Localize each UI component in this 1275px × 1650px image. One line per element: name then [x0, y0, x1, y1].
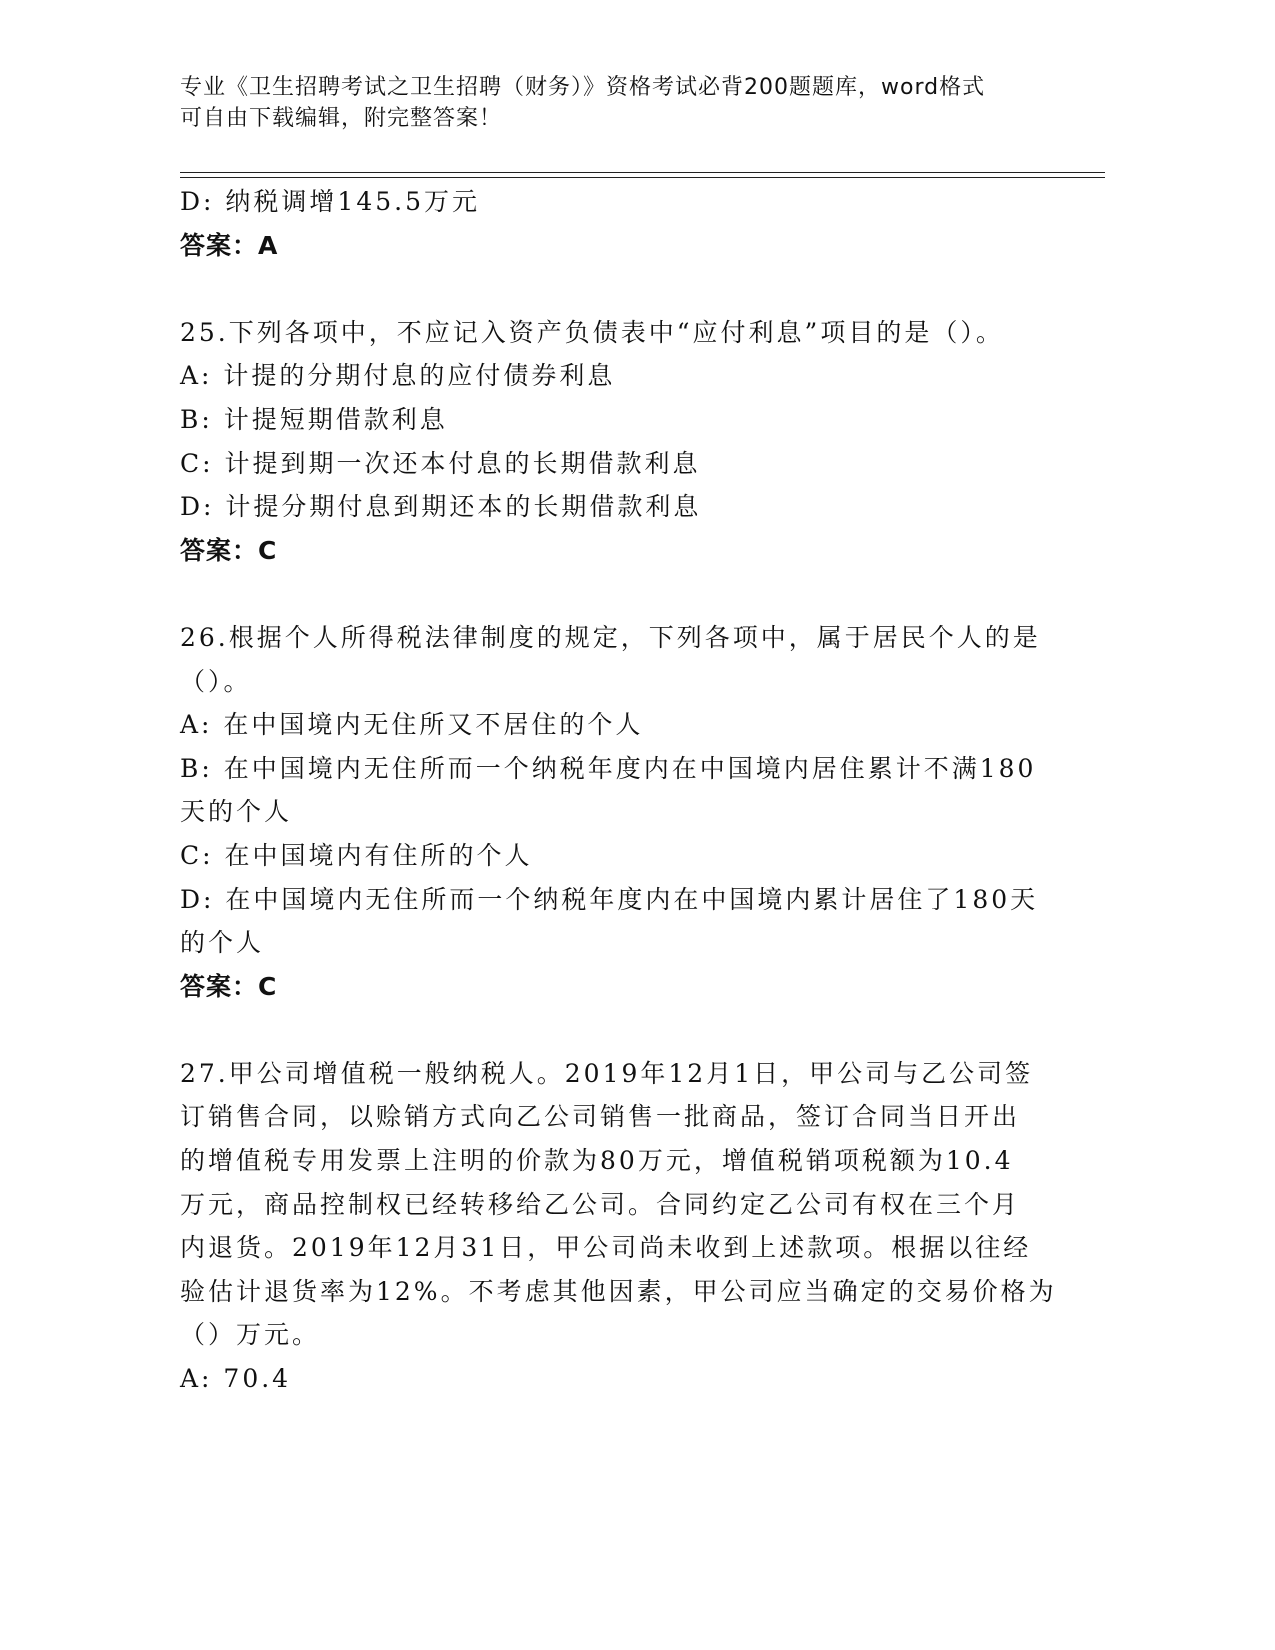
- question-25-answer: 答案：C: [180, 535, 278, 565]
- question-content: [180, 180, 1057, 1401]
- question-25-option-a: A: 计提的分期付息的应付债券利息: [180, 361, 616, 391]
- spacer: [180, 572, 1040, 616]
- question-25-option-b: B: 计提短期借款利息: [180, 404, 448, 434]
- question-27-stem-line-3: 的增值税专用发票上注明的价款为80万元，增值税销项税额为10.4: [180, 1146, 1014, 1176]
- question-26-option-d-line-2: 的个人: [180, 928, 265, 958]
- question-27-stem-line-1: 27.甲公司增值税一般纳税人。2019年12月1日，甲公司与乙公司签: [180, 1058, 1034, 1088]
- question-27-stem-line-5: 内退货。2019年12月31日，甲公司尚未收到上述款项。根据以往经: [180, 1233, 1032, 1263]
- prev-question-option-d: D: 纳税调增145.5万元: [180, 187, 480, 216]
- question-26-answer: 答案：C: [180, 971, 278, 1001]
- question-25-option-d: D: 计提分期付息到期还本的长期借款利息: [180, 492, 702, 522]
- question-26-option-d-line-1: D: 在中国境内无住所而一个纳税年度内在中国境内累计居住了180天: [180, 884, 1039, 914]
- header-title-line-2: 可自由下载编辑，附完整答案！: [180, 106, 503, 131]
- document-header: [180, 72, 1060, 134]
- question-26-option-a: A: 在中国境内无住所又不居住的个人: [180, 710, 644, 740]
- question-25-option-c: C: 计提到期一次还本付息的长期借款利息: [180, 448, 701, 478]
- question-26-stem-line-1: 26.根据个人所得税法律制度的规定，下列各项中，属于居民个人的是: [180, 622, 1041, 652]
- header-divider-bottom: [180, 177, 1105, 178]
- question-27-option-a: A: 70.4: [180, 1364, 292, 1394]
- spacer: [180, 267, 1040, 311]
- question-25-stem: 25.下列各项中，不应记入资产负债表中“应付利息”项目的是（）。: [180, 317, 1004, 347]
- question-26-option-b-line-2: 天的个人: [180, 797, 293, 827]
- question-27-stem-line-7: （）万元。: [180, 1320, 321, 1350]
- question-26-option-c: C: 在中国境内有住所的个人: [180, 840, 533, 870]
- prev-question-answer: 答案：A: [180, 230, 279, 260]
- question-27-stem-line-4: 万元，商品控制权已经转移给乙公司。合同约定乙公司有权在三个月: [180, 1189, 1021, 1219]
- question-26-stem-line-2: （）。: [180, 666, 252, 696]
- question-26-option-b-line-1: B: 在中国境内无住所而一个纳税年度内在中国境内居住累计不满180: [180, 753, 1037, 783]
- header-divider-top: [180, 172, 1105, 173]
- header-title-line-1: 专业《卫生招聘考试之卫生招聘（财务）》资格考试必背200题题库，word格式: [180, 75, 986, 100]
- spacer: [180, 1008, 1040, 1052]
- question-27-stem-line-6: 验估计退货率为12%。不考虑其他因素，甲公司应当确定的交易价格为: [180, 1276, 1057, 1306]
- question-27-stem-line-2: 订销售合同，以赊销方式向乙公司销售一批商品，签订合同当日开出: [180, 1102, 1021, 1132]
